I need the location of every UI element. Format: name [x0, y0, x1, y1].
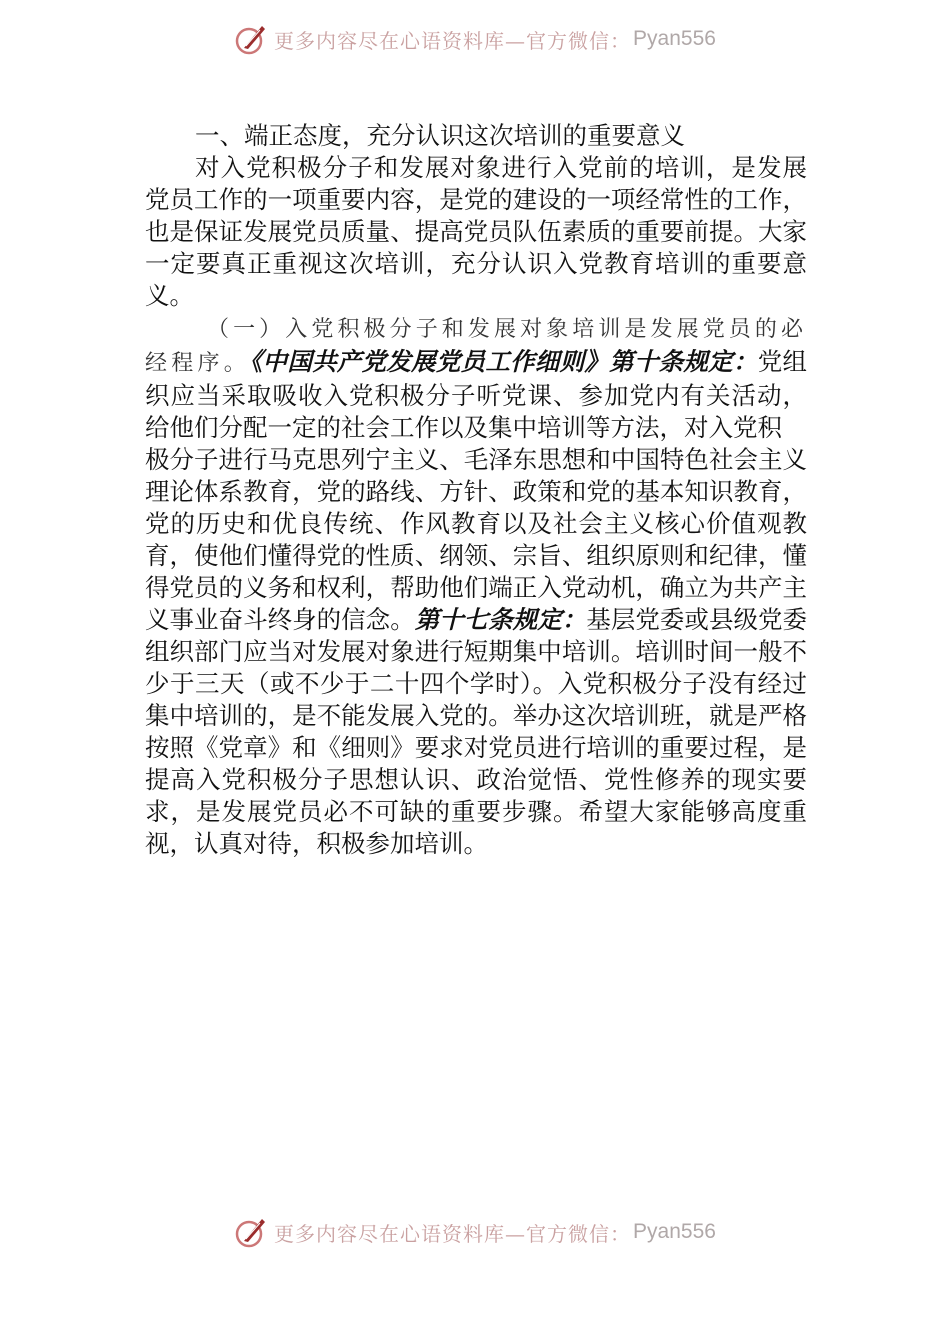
paragraph-rule10-cont: [145, 444, 807, 860]
quill-logo-icon: [234, 22, 268, 56]
watermark-wechat-id: Pyan556: [633, 1220, 716, 1243]
watermark-wechat-id: Pyan556: [633, 27, 716, 50]
rule10-text-b: 极分子进行马克思列宁主义、毛泽东思想和中国特色社会主义理论体系教育，党的路线、方针、政策和党的基本知识教育，党的历史和优良传统、作风教育以及社会主义核心价值观教育，使他们懂得党的性质、纲领、宗旨、组织原则和纪律，懂得党员的义务和权利，帮助他们端正入党动机，确立为共产主义事业奋斗终身的信念。: [145, 445, 807, 634]
rule17-text: 基层党委或县级党委组织部门应当对发展对象进行短期集中培训。培训时间一般不少于三天（或不少于二十四个学时）。入党积极分子没有经过集中培训的，是不能发展入党的。举办这次培训班，就是严格按照《党章》和《细则》要求对党员进行培训的重要过程，是提高入党积极分子思想认识、政治觉悟、党性修养的现实要求，是发展党员必不可缺的重要步骤。希望大家能够高度重视，认真对待，积极参加培训。: [145, 605, 808, 858]
watermark-text: 更多内容尽在心语资料库—官方微信：: [274, 28, 632, 53]
header-watermark: [0, 14, 950, 64]
sub-heading: （一）入党积极分子和发展对象培训是发展党员的必经程序。: [145, 317, 807, 376]
watermark-text: 更多内容尽在心语资料库—官方微信：: [274, 1221, 632, 1246]
quill-logo-icon: [234, 1215, 268, 1249]
paragraph-rule10: [145, 312, 807, 444]
rule10-text-a: 党组织应当采取吸收入党积极分子听党课、参加党内有关活动， 给他们分配一定的社会工作以及集中培训等方法，对入党积: [145, 347, 807, 442]
document-body: [145, 120, 807, 860]
rule10-title: 《中国共产党发展党员工作细则》第十条规定：: [250, 347, 758, 376]
section-heading: 一、端正态度，充分认识这次培训的重要意义: [195, 121, 685, 150]
footer-watermark: [0, 1207, 950, 1257]
paragraph-intro: 对入党积极分子和发展对象进行入党前的培训，是发展党员工作的一项重要内容，是党的建设的一项经常性的工作，也是保证发展党员质量、提高党员队伍素质的重要前提。大家一定要真正重视这次培训，充分认识入党教育培训的重要意义。: [145, 153, 807, 310]
rule17-title: 第十七条规定：: [414, 605, 587, 634]
